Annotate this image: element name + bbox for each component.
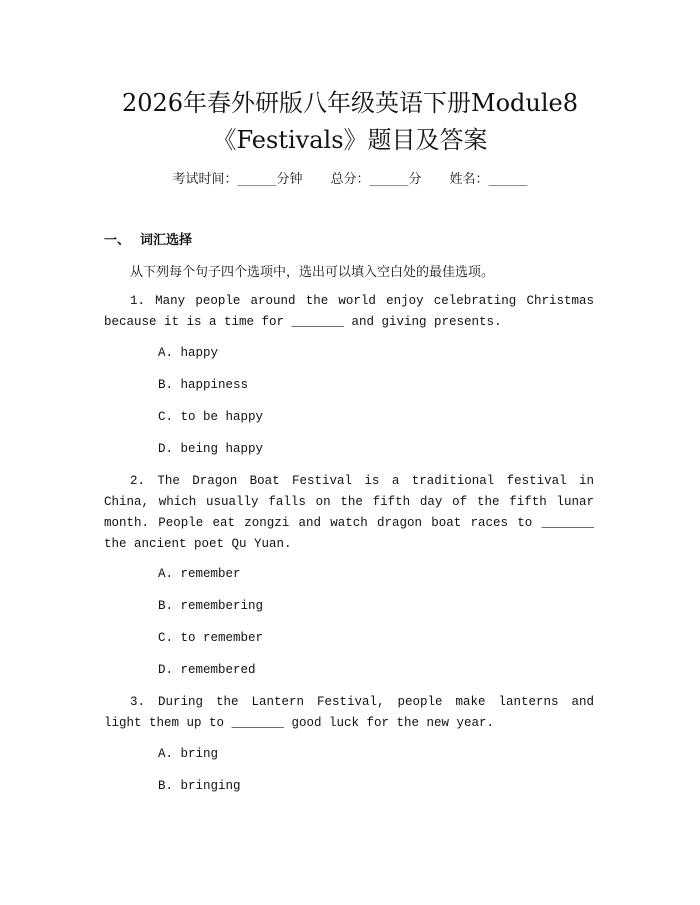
question-3-option-a: A. bring xyxy=(158,747,219,761)
student-name-field: 姓名：______ xyxy=(449,172,528,187)
question-3-text: 3. During the Lantern Festival, people make lanterns and light them up to _______ good luck for the new year. xyxy=(104,695,594,730)
question-2-option-c: C. to remember xyxy=(158,631,264,645)
question-2-text: 2. The Dragon Boat Festival is a traditional festival in China, which usually falls on the fifth day of the fifth lunar month. People eat zongzi and watch dragon boat races to _______ the ancient poet Qu Yuan. xyxy=(104,474,594,551)
section-heading xyxy=(104,229,192,248)
question-1-option-b: B. happiness xyxy=(158,378,249,392)
exam-info xyxy=(0,168,700,187)
section-instruction: 从下列每个句子四个选项中，选出可以填入空白处的最佳选项。 xyxy=(130,265,495,280)
question-1-text: 1. Many people around the world enjoy celebrating Christmas because it is a time for _______ and giving presents. xyxy=(104,294,594,329)
section-number: 一、 xyxy=(104,233,131,248)
exam-time-field: 考试时间：______分钟 xyxy=(172,172,303,187)
question-2-option-d: D. remembered xyxy=(158,663,256,677)
document-title-line-1: 2026年春外研版八年级英语下册Module8 xyxy=(121,89,579,117)
question-3-option-b: B. bringing xyxy=(158,779,241,793)
question-1-option-a: A. happy xyxy=(158,346,219,360)
question-2-option-b: B. remembering xyxy=(158,599,264,613)
document-title-line-2: 《Festivals》题目及答案 xyxy=(212,126,488,154)
question-1-option-c: C. to be happy xyxy=(158,410,264,424)
total-score-field: 总分：______分 xyxy=(330,172,422,187)
question-1-option-d: D. being happy xyxy=(158,442,264,456)
section-title: 词汇选择 xyxy=(140,233,193,248)
question-2-option-a: A. remember xyxy=(158,567,241,581)
